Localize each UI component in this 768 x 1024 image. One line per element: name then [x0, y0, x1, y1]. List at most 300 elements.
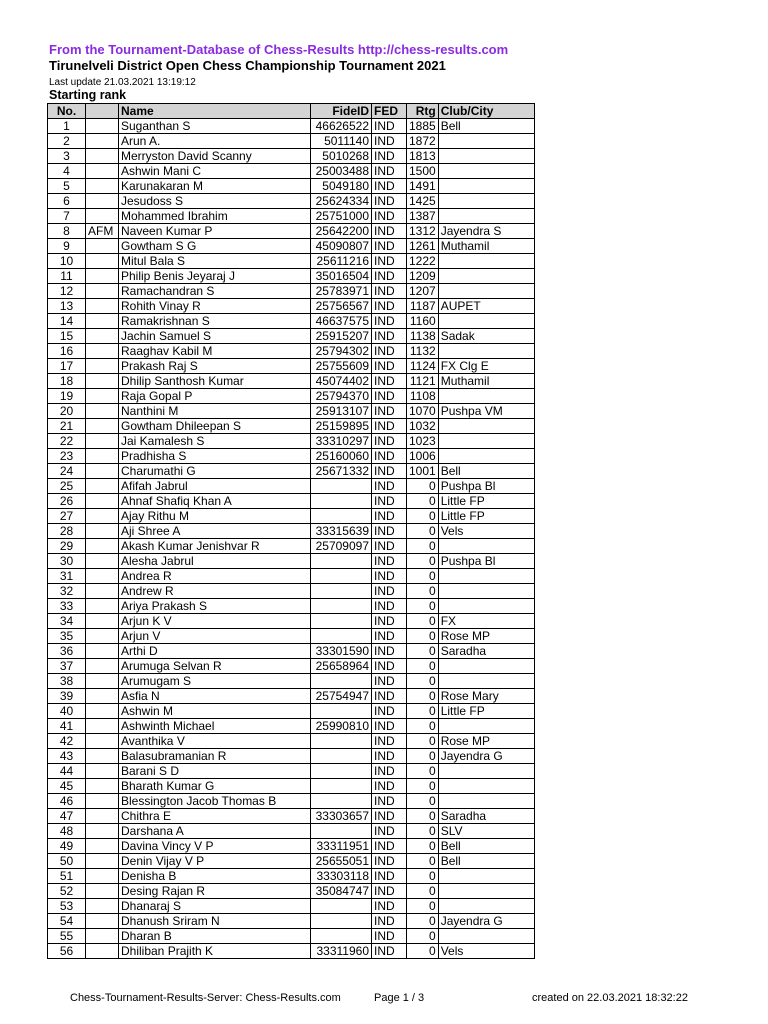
table-row — [48, 239, 535, 254]
cell-rtg: 0 — [407, 854, 439, 869]
tournament-title: Tirunelveli District Open Chess Championship Tournament 2021 — [49, 58, 446, 73]
cell-rtg: 0 — [407, 644, 439, 659]
cell-title — [86, 134, 119, 149]
table-row — [48, 824, 535, 839]
cell-name: Bharath Kumar G — [119, 779, 311, 794]
cell-rtg: 0 — [407, 524, 439, 539]
cell-title — [86, 794, 119, 809]
cell-club — [438, 869, 534, 884]
cell-fideid: 25671332 — [311, 464, 372, 479]
cell-fideid: 25915207 — [311, 329, 372, 344]
cell-fed: IND — [372, 569, 407, 584]
cell-no: 51 — [48, 869, 86, 884]
cell-name: Dharan B — [119, 929, 311, 944]
header-name: Name — [119, 104, 311, 119]
cell-fed: IND — [372, 704, 407, 719]
cell-club: Pushpa Bl — [438, 554, 534, 569]
cell-no: 8 — [48, 224, 86, 239]
table-row — [48, 734, 535, 749]
table-row — [48, 314, 535, 329]
cell-name: Nanthini M — [119, 404, 311, 419]
cell-name: Ashwin M — [119, 704, 311, 719]
cell-fed: IND — [372, 839, 407, 854]
cell-fed: IND — [372, 209, 407, 224]
cell-no: 40 — [48, 704, 86, 719]
starting-rank-table — [47, 103, 535, 959]
cell-no: 15 — [48, 329, 86, 344]
cell-no: 7 — [48, 209, 86, 224]
cell-club — [438, 434, 534, 449]
cell-no: 45 — [48, 779, 86, 794]
cell-fed: IND — [372, 479, 407, 494]
table-row — [48, 914, 535, 929]
cell-fed: IND — [372, 434, 407, 449]
cell-fed: IND — [372, 224, 407, 239]
cell-name: Aji Shree A — [119, 524, 311, 539]
cell-fideid: 35084747 — [311, 884, 372, 899]
cell-fideid: 46626522 — [311, 119, 372, 134]
cell-fed: IND — [372, 584, 407, 599]
cell-name: Dhanaraj S — [119, 899, 311, 914]
cell-club: SLV — [438, 824, 534, 839]
cell-name: Jesudoss S — [119, 194, 311, 209]
cell-no: 11 — [48, 269, 86, 284]
table-row — [48, 299, 535, 314]
table-row — [48, 884, 535, 899]
cell-fideid: 5011140 — [311, 134, 372, 149]
cell-no: 50 — [48, 854, 86, 869]
cell-fed: IND — [372, 344, 407, 359]
cell-name: Ariya Prakash S — [119, 599, 311, 614]
table-row — [48, 929, 535, 944]
header-rtg: Rtg — [407, 104, 439, 119]
table-row — [48, 584, 535, 599]
cell-no: 27 — [48, 509, 86, 524]
cell-rtg: 1070 — [407, 404, 439, 419]
cell-fideid: 33310297 — [311, 434, 372, 449]
cell-name: Mohammed Ibrahim — [119, 209, 311, 224]
table-row — [48, 509, 535, 524]
cell-fed: IND — [372, 374, 407, 389]
cell-rtg: 0 — [407, 539, 439, 554]
cell-club — [438, 179, 534, 194]
cell-title — [86, 239, 119, 254]
cell-club — [438, 449, 534, 464]
cell-rtg: 1425 — [407, 194, 439, 209]
cell-no: 13 — [48, 299, 86, 314]
table-row — [48, 359, 535, 374]
table-row — [48, 869, 535, 884]
cell-name: Rohith Vinay R — [119, 299, 311, 314]
cell-rtg: 1491 — [407, 179, 439, 194]
cell-rtg: 1187 — [407, 299, 439, 314]
cell-name: Gowtham S G — [119, 239, 311, 254]
cell-rtg: 0 — [407, 494, 439, 509]
table-row — [48, 704, 535, 719]
table-row — [48, 119, 535, 134]
cell-rtg: 1032 — [407, 419, 439, 434]
cell-fed: IND — [372, 674, 407, 689]
cell-title — [86, 899, 119, 914]
cell-rtg: 0 — [407, 749, 439, 764]
cell-fideid — [311, 479, 372, 494]
cell-club — [438, 164, 534, 179]
cell-title — [86, 464, 119, 479]
cell-title — [86, 914, 119, 929]
cell-title — [86, 119, 119, 134]
table-row — [48, 494, 535, 509]
cell-fideid — [311, 629, 372, 644]
cell-fideid: 45090807 — [311, 239, 372, 254]
table-row — [48, 629, 535, 644]
cell-fed: IND — [372, 809, 407, 824]
cell-rtg: 0 — [407, 719, 439, 734]
cell-rtg: 1872 — [407, 134, 439, 149]
cell-no: 53 — [48, 899, 86, 914]
cell-club: Jayendra G — [438, 914, 534, 929]
cell-rtg: 0 — [407, 764, 439, 779]
cell-title — [86, 209, 119, 224]
cell-club — [438, 929, 534, 944]
cell-club — [438, 779, 534, 794]
cell-fed: IND — [372, 629, 407, 644]
cell-fideid: 25751000 — [311, 209, 372, 224]
cell-rtg: 0 — [407, 824, 439, 839]
cell-title — [86, 479, 119, 494]
table-row — [48, 209, 535, 224]
cell-title — [86, 839, 119, 854]
cell-title — [86, 404, 119, 419]
source-line: From the Tournament-Database of Chess-Results http://chess-results.com — [49, 42, 509, 57]
table-header-row — [48, 104, 535, 119]
cell-title — [86, 749, 119, 764]
cell-title — [86, 704, 119, 719]
cell-name: Chithra E — [119, 809, 311, 824]
cell-rtg: 0 — [407, 704, 439, 719]
cell-fideid: 46637575 — [311, 314, 372, 329]
cell-name: Alesha Jabrul — [119, 554, 311, 569]
cell-name: Arjun K V — [119, 614, 311, 629]
cell-fideid: 5049180 — [311, 179, 372, 194]
table-row — [48, 644, 535, 659]
footer-server: Chess-Tournament-Results-Server: Chess-Results.com — [70, 992, 341, 1004]
cell-rtg: 1261 — [407, 239, 439, 254]
table-row — [48, 524, 535, 539]
cell-fideid — [311, 509, 372, 524]
cell-no: 23 — [48, 449, 86, 464]
cell-fideid — [311, 779, 372, 794]
cell-fed: IND — [372, 239, 407, 254]
cell-no: 33 — [48, 599, 86, 614]
cell-club: Muthamil — [438, 374, 534, 389]
table-row — [48, 404, 535, 419]
cell-no: 1 — [48, 119, 86, 134]
header-club: Club/City — [438, 104, 534, 119]
cell-fed: IND — [372, 929, 407, 944]
cell-fed: IND — [372, 854, 407, 869]
cell-fed: IND — [372, 734, 407, 749]
cell-rtg: 0 — [407, 734, 439, 749]
table-row — [48, 434, 535, 449]
cell-name: Denin Vijay V P — [119, 854, 311, 869]
cell-club — [438, 584, 534, 599]
cell-fed: IND — [372, 359, 407, 374]
cell-rtg: 0 — [407, 794, 439, 809]
cell-name: Ashwinth Michael — [119, 719, 311, 734]
header-no: No. — [48, 104, 86, 119]
last-update: Last update 21.03.2021 13:19:12 — [49, 77, 196, 88]
cell-club: Muthamil — [438, 239, 534, 254]
cell-club — [438, 794, 534, 809]
cell-fideid: 25794370 — [311, 389, 372, 404]
cell-club: Saradha — [438, 809, 534, 824]
cell-no: 46 — [48, 794, 86, 809]
cell-fideid: 25913107 — [311, 404, 372, 419]
cell-fideid — [311, 584, 372, 599]
cell-title — [86, 614, 119, 629]
table-row — [48, 899, 535, 914]
cell-rtg: 1500 — [407, 164, 439, 179]
cell-no: 44 — [48, 764, 86, 779]
cell-rtg: 0 — [407, 584, 439, 599]
cell-title — [86, 854, 119, 869]
cell-club: FX — [438, 614, 534, 629]
cell-name: Dhanush Sriram N — [119, 914, 311, 929]
cell-name: Karunakaran M — [119, 179, 311, 194]
cell-club: Pushpa VM — [438, 404, 534, 419]
cell-name: Raja Gopal P — [119, 389, 311, 404]
cell-fideid — [311, 899, 372, 914]
table-row — [48, 809, 535, 824]
cell-title — [86, 944, 119, 959]
table-row — [48, 779, 535, 794]
cell-rtg: 1160 — [407, 314, 439, 329]
cell-no: 17 — [48, 359, 86, 374]
cell-club: Pushpa Bl — [438, 479, 534, 494]
cell-club: Saradha — [438, 644, 534, 659]
cell-rtg: 0 — [407, 884, 439, 899]
cell-club — [438, 269, 534, 284]
cell-fideid — [311, 794, 372, 809]
cell-fed: IND — [372, 899, 407, 914]
cell-club: Bell — [438, 839, 534, 854]
table-row — [48, 599, 535, 614]
cell-title — [86, 254, 119, 269]
table-row — [48, 689, 535, 704]
cell-no: 32 — [48, 584, 86, 599]
cell-club — [438, 209, 534, 224]
cell-no: 21 — [48, 419, 86, 434]
cell-title — [86, 269, 119, 284]
cell-fed: IND — [372, 719, 407, 734]
cell-title — [86, 629, 119, 644]
cell-rtg: 1138 — [407, 329, 439, 344]
cell-rtg: 1132 — [407, 344, 439, 359]
cell-name: Philip Benis Jeyaraj J — [119, 269, 311, 284]
cell-rtg: 1312 — [407, 224, 439, 239]
table-row — [48, 329, 535, 344]
cell-fideid — [311, 824, 372, 839]
table-row — [48, 479, 535, 494]
cell-title: AFM — [86, 224, 119, 239]
cell-fideid: 25709097 — [311, 539, 372, 554]
cell-fideid: 25003488 — [311, 164, 372, 179]
cell-fideid: 45074402 — [311, 374, 372, 389]
cell-rtg: 0 — [407, 614, 439, 629]
cell-fideid: 33311960 — [311, 944, 372, 959]
table-row — [48, 794, 535, 809]
cell-fed: IND — [372, 524, 407, 539]
cell-fed: IND — [372, 464, 407, 479]
cell-rtg: 0 — [407, 599, 439, 614]
cell-title — [86, 419, 119, 434]
cell-fed: IND — [372, 134, 407, 149]
cell-fed: IND — [372, 614, 407, 629]
cell-club: Jayendra S — [438, 224, 534, 239]
cell-name: Dhiliban Prajith K — [119, 944, 311, 959]
cell-fideid: 25658964 — [311, 659, 372, 674]
cell-club: Rose MP — [438, 629, 534, 644]
table-row — [48, 449, 535, 464]
cell-no: 56 — [48, 944, 86, 959]
cell-fideid: 33303657 — [311, 809, 372, 824]
cell-name: Davina Vincy V P — [119, 839, 311, 854]
table-row — [48, 389, 535, 404]
cell-no: 42 — [48, 734, 86, 749]
cell-fideid: 25794302 — [311, 344, 372, 359]
cell-name: Denisha B — [119, 869, 311, 884]
cell-fideid: 5010268 — [311, 149, 372, 164]
cell-rtg: 0 — [407, 509, 439, 524]
cell-no: 47 — [48, 809, 86, 824]
cell-fideid — [311, 764, 372, 779]
cell-club: Bell — [438, 464, 534, 479]
cell-rtg: 0 — [407, 914, 439, 929]
cell-club: Jayendra G — [438, 749, 534, 764]
cell-title — [86, 449, 119, 464]
cell-club: Sadak — [438, 329, 534, 344]
cell-fideid — [311, 914, 372, 929]
cell-name: Charumathi G — [119, 464, 311, 479]
table-row — [48, 344, 535, 359]
cell-title — [86, 389, 119, 404]
section-title: Starting rank — [49, 88, 127, 102]
header-fideid: FideID — [311, 104, 372, 119]
table-row — [48, 554, 535, 569]
cell-fed: IND — [372, 269, 407, 284]
cell-club: Little FP — [438, 509, 534, 524]
cell-fideid: 33301590 — [311, 644, 372, 659]
cell-fideid — [311, 614, 372, 629]
cell-fideid: 33315639 — [311, 524, 372, 539]
cell-name: Ajay Rithu M — [119, 509, 311, 524]
cell-no: 26 — [48, 494, 86, 509]
cell-rtg: 1387 — [407, 209, 439, 224]
cell-rtg: 1006 — [407, 449, 439, 464]
cell-fed: IND — [372, 119, 407, 134]
cell-club — [438, 419, 534, 434]
table-row — [48, 374, 535, 389]
cell-rtg: 0 — [407, 479, 439, 494]
cell-rtg: 0 — [407, 659, 439, 674]
cell-name: Blessington Jacob Thomas B — [119, 794, 311, 809]
cell-rtg: 1207 — [407, 284, 439, 299]
cell-no: 54 — [48, 914, 86, 929]
cell-no: 22 — [48, 434, 86, 449]
cell-name: Balasubramanian R — [119, 749, 311, 764]
table-row — [48, 149, 535, 164]
cell-no: 48 — [48, 824, 86, 839]
cell-no: 41 — [48, 719, 86, 734]
table-row — [48, 464, 535, 479]
cell-fideid: 25783971 — [311, 284, 372, 299]
cell-fideid: 25756567 — [311, 299, 372, 314]
cell-fed: IND — [372, 884, 407, 899]
cell-club — [438, 314, 534, 329]
table-row — [48, 164, 535, 179]
table-row — [48, 944, 535, 959]
cell-no: 29 — [48, 539, 86, 554]
table-row — [48, 179, 535, 194]
cell-name: Naveen Kumar P — [119, 224, 311, 239]
cell-name: Desing Rajan R — [119, 884, 311, 899]
table-row — [48, 674, 535, 689]
cell-fed: IND — [372, 164, 407, 179]
cell-name: Avanthika V — [119, 734, 311, 749]
table-row — [48, 284, 535, 299]
cell-title — [86, 299, 119, 314]
cell-title — [86, 314, 119, 329]
cell-title — [86, 179, 119, 194]
table-row — [48, 269, 535, 284]
cell-rtg: 0 — [407, 569, 439, 584]
cell-title — [86, 434, 119, 449]
cell-club: Rose MP — [438, 734, 534, 749]
cell-club: FX Clg E — [438, 359, 534, 374]
cell-title — [86, 869, 119, 884]
cell-title — [86, 929, 119, 944]
table-row — [48, 134, 535, 149]
table-row — [48, 764, 535, 779]
cell-rtg: 1124 — [407, 359, 439, 374]
cell-no: 30 — [48, 554, 86, 569]
cell-name: Dhilip Santhosh Kumar — [119, 374, 311, 389]
cell-rtg: 0 — [407, 839, 439, 854]
cell-fed: IND — [372, 599, 407, 614]
cell-title — [86, 884, 119, 899]
cell-title — [86, 644, 119, 659]
cell-title — [86, 194, 119, 209]
cell-fed: IND — [372, 284, 407, 299]
cell-name: Arthi D — [119, 644, 311, 659]
table-body — [48, 119, 535, 959]
cell-fideid — [311, 554, 372, 569]
cell-rtg: 0 — [407, 674, 439, 689]
cell-title — [86, 284, 119, 299]
cell-rtg: 1121 — [407, 374, 439, 389]
cell-club: AUPET — [438, 299, 534, 314]
cell-name: Prakash Raj S — [119, 359, 311, 374]
cell-no: 25 — [48, 479, 86, 494]
cell-rtg: 0 — [407, 629, 439, 644]
cell-no: 38 — [48, 674, 86, 689]
cell-fed: IND — [372, 554, 407, 569]
cell-title — [86, 539, 119, 554]
cell-rtg: 0 — [407, 689, 439, 704]
cell-club — [438, 659, 534, 674]
cell-fed: IND — [372, 494, 407, 509]
cell-fed: IND — [372, 659, 407, 674]
